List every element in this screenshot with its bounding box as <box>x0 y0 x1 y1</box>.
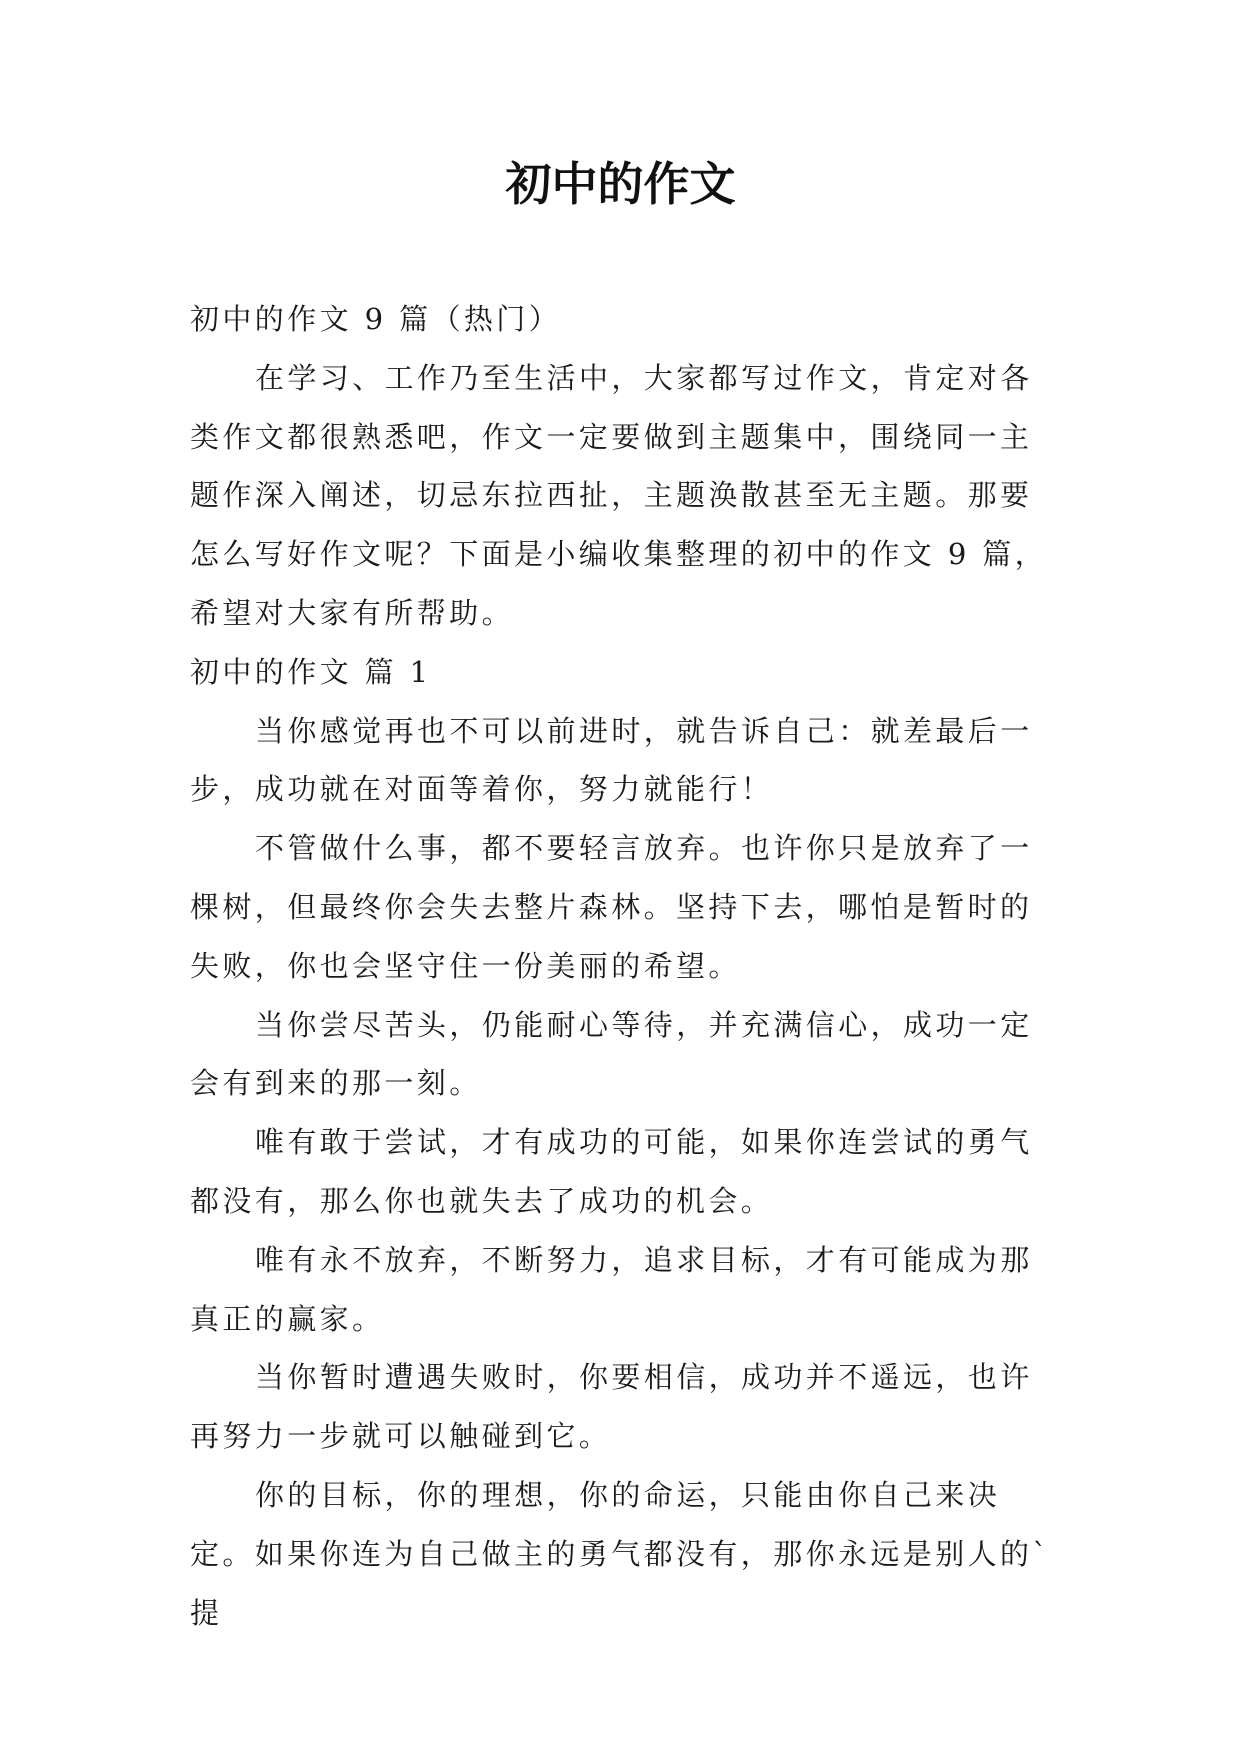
body-paragraph: 不管做什么事，都不要轻言放弃。也许你只是放弃了一棵树，但最终你会失去整片森林。坚持下去，哪怕是暂时的失败，你也会坚守住一份美丽的希望。 <box>190 831 1033 983</box>
body-paragraph: 当你尝尽苦头，仍能耐心等待，并充满信心，成功一定会有到来的那一刻。 <box>190 1007 1033 1101</box>
body-paragraph: 唯有敢于尝试，才有成功的可能，如果你连尝试的勇气都没有，那么你也就失去了成功的机会。 <box>190 1125 1033 1218</box>
intro-paragraph: 在学习、工作乃至生活中，大家都写过作文，肯定对各类作文都很熟悉吧，作文一定要做到主题集中，围绕同一主题作深入阐述，切忌东拉西扯，主题涣散甚至无主题。那要怎么写好作文呢？下面是小编收集整理的初中的作文 9 篇，希望对大家有所帮助。 <box>190 360 1048 630</box>
document-body <box>190 290 1060 1642</box>
document-subtitle: 初中的作文 9 篇（热门） <box>190 302 562 336</box>
body-paragraph: 当你感觉再也不可以前进时，就告诉自己：就差最后一步，成功就在对面等着你，努力就能行！ <box>190 713 1033 807</box>
section-heading: 初中的作文 篇 1 <box>190 654 432 689</box>
body-paragraph: 唯有永不放弃，不断努力，追求目标，才有可能成为那真正的赢家。 <box>190 1242 1033 1336</box>
body-paragraph: 你的目标，你的理想，你的命运，只能由你自己来决定。如果你连为自己做主的勇气都没有，那你永远是别人的`提 <box>190 1477 1051 1630</box>
document-title: 初中的作文 <box>505 157 736 211</box>
body-paragraph: 当你暂时遭遇失败时，你要相信，成功并不遥远，也许再努力一步就可以触碰到它。 <box>190 1360 1033 1454</box>
